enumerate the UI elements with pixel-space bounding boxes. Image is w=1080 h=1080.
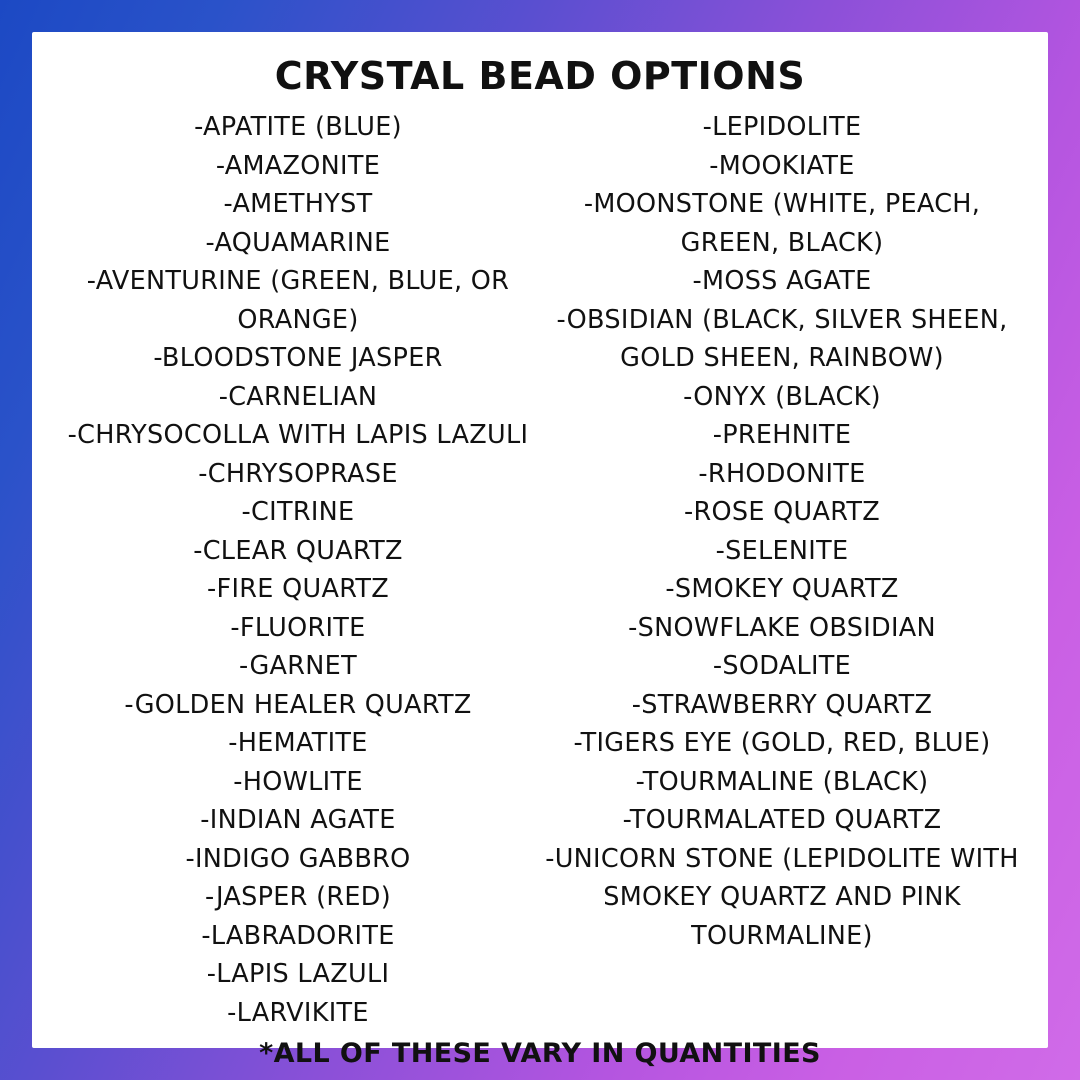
list-item: -AVENTURINE (GREEN, BLUE, OR ORANGE): [86, 266, 510, 335]
list-item: -LABRADORITE: [201, 920, 395, 951]
crystal-list-left-column: [56, 108, 540, 1032]
list-item: -CITRINE: [241, 497, 355, 527]
list-item: -AMETHYST: [223, 189, 373, 219]
page-title: CRYSTAL BEAD OPTIONS: [274, 54, 806, 98]
list-item: -LARVIKITE: [227, 997, 369, 1028]
poster-card: [32, 32, 1048, 1069]
list-item: -CLEAR QUARTZ: [193, 535, 403, 566]
list-item: -PREHNITE: [712, 420, 852, 450]
list-item: -BLOODSTONE JASPER: [153, 343, 443, 373]
crystal-list-left: [56, 108, 540, 1032]
list-item: -AQUAMARINE: [205, 227, 391, 258]
footnote: *ALL OF THESE VARY IN QUANTITIES: [259, 1038, 821, 1069]
list-item: -CHRYSOCOLLA WITH LAPIS LAZULI: [67, 420, 529, 450]
crystal-list-right-column: [540, 108, 1024, 955]
list-item: -RHODONITE: [698, 458, 866, 489]
list-item: -AMAZONITE: [215, 150, 381, 181]
list-item: -HOWLITE: [233, 766, 363, 797]
list-item: -MOSS AGATE: [692, 266, 872, 296]
list-item: -APATITE (BLUE): [194, 112, 402, 142]
list-item: -MOOKIATE: [709, 150, 855, 181]
list-item: -CHRYSOPRASE: [198, 458, 398, 489]
list-item: -HEMATITE: [228, 728, 368, 758]
list-item: -INDIAN AGATE: [200, 805, 396, 835]
list-item: -UNICORN STONE (LEPIDOLITE WITH SMOKEY QUARTZ AND PINK TOURMALINE): [545, 843, 1019, 951]
list-item: -JASPER (RED): [205, 882, 391, 912]
list-item: -GARNET: [239, 651, 357, 681]
list-item: -FIRE QUARTZ: [206, 574, 389, 604]
list-item: -ROSE QUARTZ: [683, 497, 881, 527]
list-item: -SNOWFLAKE OBSIDIAN: [628, 612, 936, 643]
list-item: -MOONSTONE (WHITE, PEACH, GREEN, BLACK): [583, 189, 981, 258]
list-item: -GOLDEN HEALER QUARTZ: [124, 689, 472, 720]
list-item: -FLUORITE: [230, 612, 366, 643]
list-item: -TOURMALINE (BLACK): [635, 766, 929, 797]
list-item: -SODALITE: [712, 651, 852, 681]
list-item: -CARNELIAN: [218, 381, 378, 412]
list-item: -SELENITE: [715, 535, 849, 566]
list-item: -TOURMALATED QUARTZ: [622, 805, 942, 835]
list-item: -INDIGO GABBRO: [185, 843, 411, 874]
list-item: -TIGERS EYE (GOLD, RED, BLUE): [573, 728, 991, 758]
list-item: -STRAWBERRY QUARTZ: [631, 689, 933, 720]
crystal-list-columns: [56, 108, 1024, 1032]
list-item: -OBSIDIAN (BLACK, SILVER SHEEN, GOLD SHEEN, RAINBOW): [556, 304, 1008, 373]
list-item: -SMOKEY QUARTZ: [665, 574, 899, 604]
list-item: -LAPIS LAZULI: [206, 959, 390, 989]
list-item: -LEPIDOLITE: [702, 112, 862, 142]
list-item: -ONYX (BLACK): [683, 381, 881, 412]
crystal-list-right: [540, 108, 1024, 955]
